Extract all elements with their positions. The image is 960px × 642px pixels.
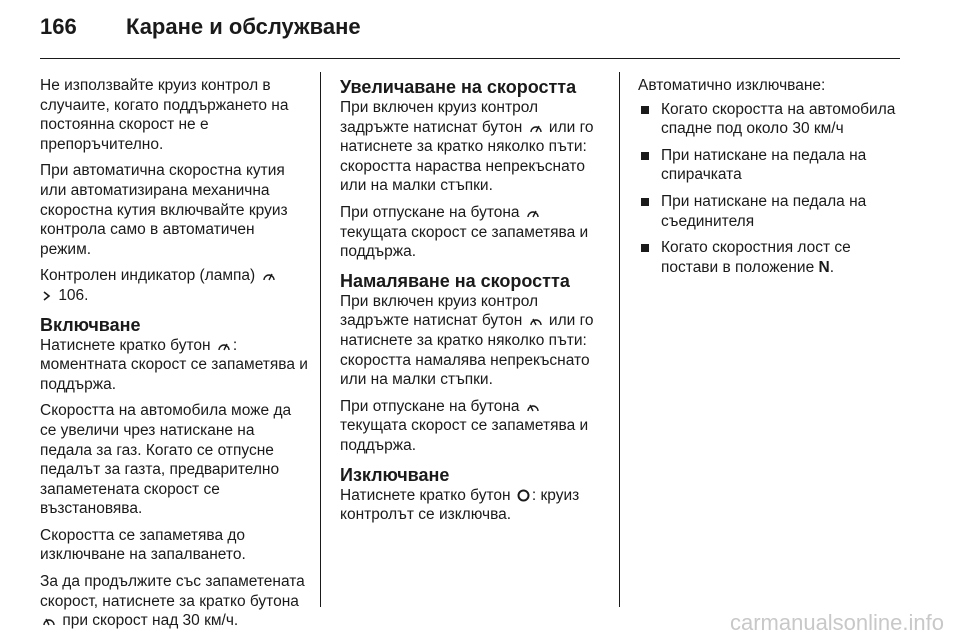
decrease-release-a: При отпускане на бутона [340, 397, 520, 415]
gear-position-label: N [818, 258, 830, 276]
increase-release-b: текущата скорост се запаметява и поддържа. [340, 223, 589, 261]
page-number: 166 [40, 14, 77, 39]
paragraph-not-recommended: Не използвайте круиз контрол в случаите, когато поддържането на постоянна скорост не е препоръчително. [40, 77, 289, 153]
column-divider-2 [619, 72, 620, 607]
increase-text-a: При включен круиз контрол задръжте натиснат бутон [340, 99, 539, 136]
decrease-text-a: При включен круиз контрол задръжте натиснат бутон [340, 292, 539, 330]
cruise-control-minus-icon [42, 615, 56, 627]
paragraph-decrease [340, 292, 605, 390]
list-item-text: Когато скоростния лост се постави в положение [661, 239, 851, 276]
cruise-control-plus-icon [217, 340, 231, 352]
increase-text-b: или го натиснете за кратко няколко пъти: скоростта нараства непрекъснато или на малки стъпки. [340, 118, 594, 195]
list-item [638, 146, 900, 185]
list-item-text: При натискане на педала на съединителя [661, 192, 867, 230]
cruise-control-plus-icon [529, 122, 543, 134]
decrease-release-b: текущата скорост се запаметява и поддържа. [340, 417, 589, 454]
watermark: carmanualsonline.info [729, 610, 944, 635]
heading-disable: Изключване [340, 464, 450, 485]
resume-text-a: За да продължите със запаметената скорост, натиснете за кратко бутона [40, 573, 305, 610]
paragraph-memory: Скоростта се запаметява до изключване на запалването. [40, 526, 246, 564]
disable-text-b: : круиз контролът се изключва. [340, 486, 580, 524]
column-2 [340, 72, 605, 532]
page-title: Каране и обслужване [126, 14, 361, 39]
column-3 [638, 76, 900, 284]
heading-decrease: Намаляване на скоростта [340, 270, 570, 291]
paragraph-automatic-gearbox: При автоматична скоростна кутия или автоматизирана механична скоростна кутия включвайте круиз контрола само в автоматичен режим. [40, 162, 288, 258]
bullet-icon [641, 198, 649, 206]
page-reference[interactable]: 106. [58, 286, 89, 304]
paragraph-increase-release [340, 203, 605, 262]
disable-text-a: Натиснете кратко бутон [340, 486, 511, 504]
paragraph-disable [340, 486, 605, 525]
column-1 [40, 76, 308, 638]
header-rule [40, 58, 900, 59]
indicator-text: Контролен индикатор (лампа) [40, 267, 256, 285]
bullet-icon [641, 106, 649, 114]
paragraph-control-indicator [40, 266, 308, 305]
cruise-control-plus-icon [526, 207, 540, 219]
list-item-text: Когато скоростта на автомобила спадне под около 30 км/ч [661, 100, 896, 138]
paragraph-accelerator: Скоростта на автомобила може да се увеличи чрез натискане на педала за газ. Когато се отпусне педалът за газта, предварително запаметената скорост се възстановява. [40, 402, 292, 518]
heading-enable: Включване [40, 314, 141, 335]
list-item [638, 100, 900, 139]
list-item-text: При натискане на педала на спирачката [661, 146, 867, 184]
enable-text-a: Натиснете кратко бутон [40, 336, 211, 354]
paragraph-decrease-release [340, 397, 605, 456]
cruise-control-minus-icon [526, 401, 540, 413]
list-item [638, 238, 900, 277]
bullet-icon [641, 244, 649, 252]
list-item [638, 192, 900, 231]
cruise-control-plus-icon [262, 270, 276, 282]
enable-text-b: : моментната скорост се запаметява и поддържа. [40, 336, 308, 393]
paragraph-resume [40, 572, 308, 631]
paragraph-increase [340, 98, 605, 196]
page-header [40, 14, 900, 56]
heading-increase: Увеличаване на скоростта [340, 77, 577, 97]
cruise-control-minus-icon [529, 315, 543, 327]
increase-release-a: При отпускане на бутона [340, 203, 520, 221]
auto-disable-intro: Автоматично изключване: [638, 77, 826, 94]
decrease-text-b: или го натиснете за кратко няколко пъти: скоростта намалява непрекъснато или на малки стъпки. [340, 312, 594, 389]
list-item-end: . [829, 258, 835, 276]
resume-text-b: при скорост над 30 км/ч. [62, 612, 239, 630]
page-reference-icon [42, 290, 52, 302]
bullet-icon [641, 152, 649, 160]
column-divider-1 [320, 72, 321, 607]
auto-disable-list [638, 100, 900, 278]
cruise-cancel-icon [517, 489, 530, 502]
paragraph-enable [40, 336, 308, 395]
